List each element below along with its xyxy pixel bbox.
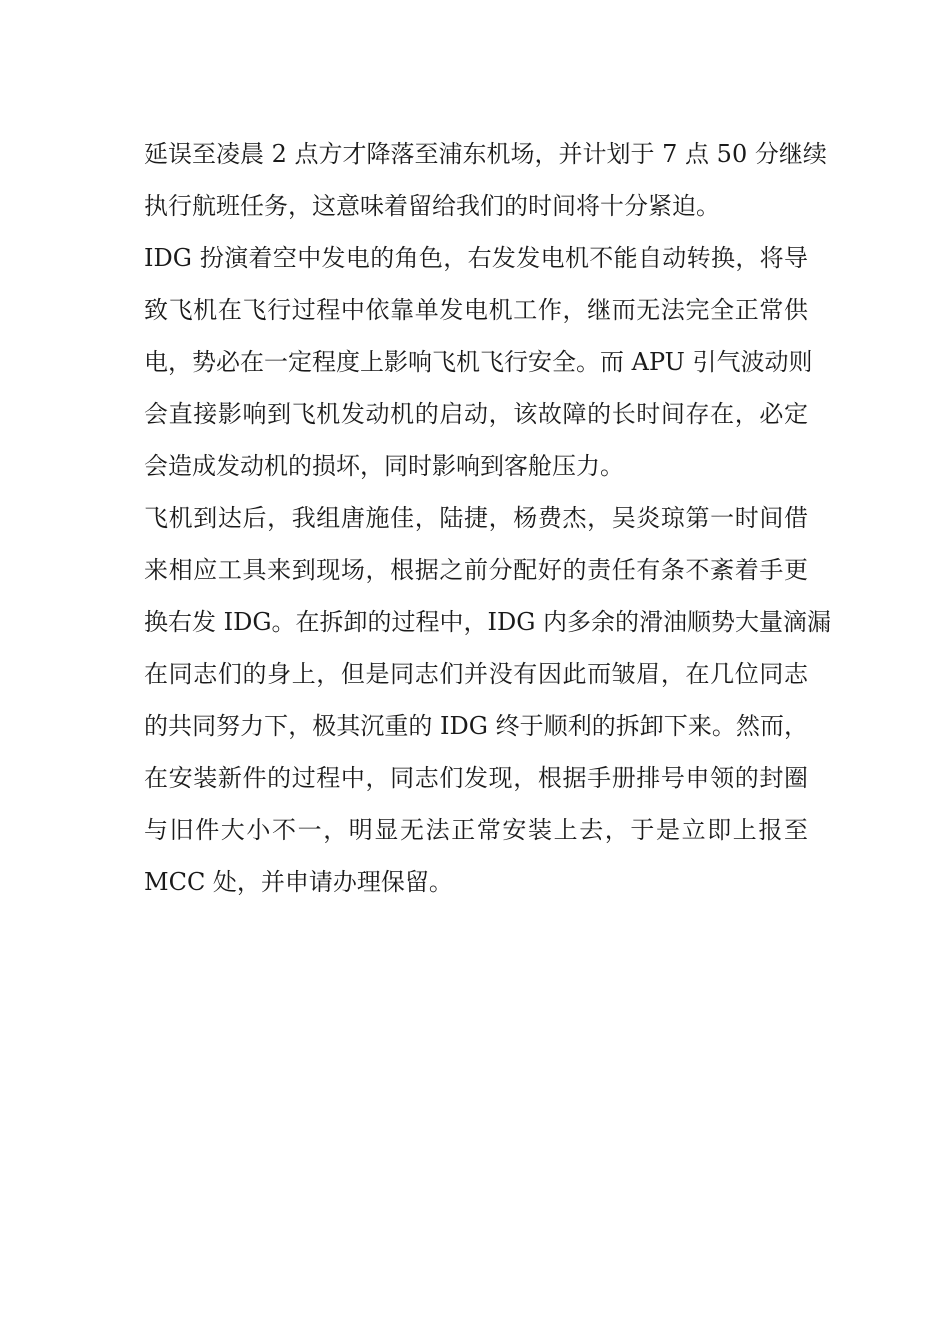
- text-line: 在安装新件的过程中，同志们发现，根据手册排号申领的封圈: [144, 764, 808, 792]
- text-line: MCC 处，并申请办理保留。: [144, 868, 453, 896]
- text-line: 与旧件大小不一，明显无法正常安装上去，于是立即上报至: [144, 816, 808, 844]
- text-line: 电，势必在一定程度上影响飞机飞行安全。而 APU 引气波动则: [144, 348, 813, 376]
- text-line: 换右发 IDG。在拆卸的过程中，IDG 内多余的滑油顺势大量滴漏: [144, 608, 832, 636]
- body-text: [144, 128, 832, 908]
- text-line: 飞机到达后，我组唐施佳，陆捷，杨费杰，吴炎琼第一时间借: [144, 504, 808, 532]
- text-line: 会造成发动机的损坏，同时影响到客舱压力。: [144, 452, 624, 480]
- text-line: 的共同努力下，极其沉重的 IDG 终于顺利的拆卸下来。然而，: [144, 712, 808, 740]
- text-line: 执行航班任务，这意味着留给我们的时间将十分紧迫。: [144, 192, 720, 220]
- text-line: 会直接影响到飞机发动机的启动，该故障的长时间存在，必定: [144, 400, 808, 428]
- text-line: 在同志们的身上，但是同志们并没有因此而皱眉，在几位同志: [144, 660, 808, 688]
- text-line: IDG 扮演着空中发电的角色，右发发电机不能自动转换，将导: [144, 244, 808, 272]
- text-line: 致飞机在飞行过程中依靠单发电机工作，继而无法完全正常供: [144, 296, 808, 324]
- text-line: 延误至凌晨 2 点方才降落至浦东机场，并计划于 7 点 50 分继续: [144, 140, 827, 168]
- text-line: 来相应工具来到现场，根据之前分配好的责任有条不紊着手更: [144, 556, 808, 584]
